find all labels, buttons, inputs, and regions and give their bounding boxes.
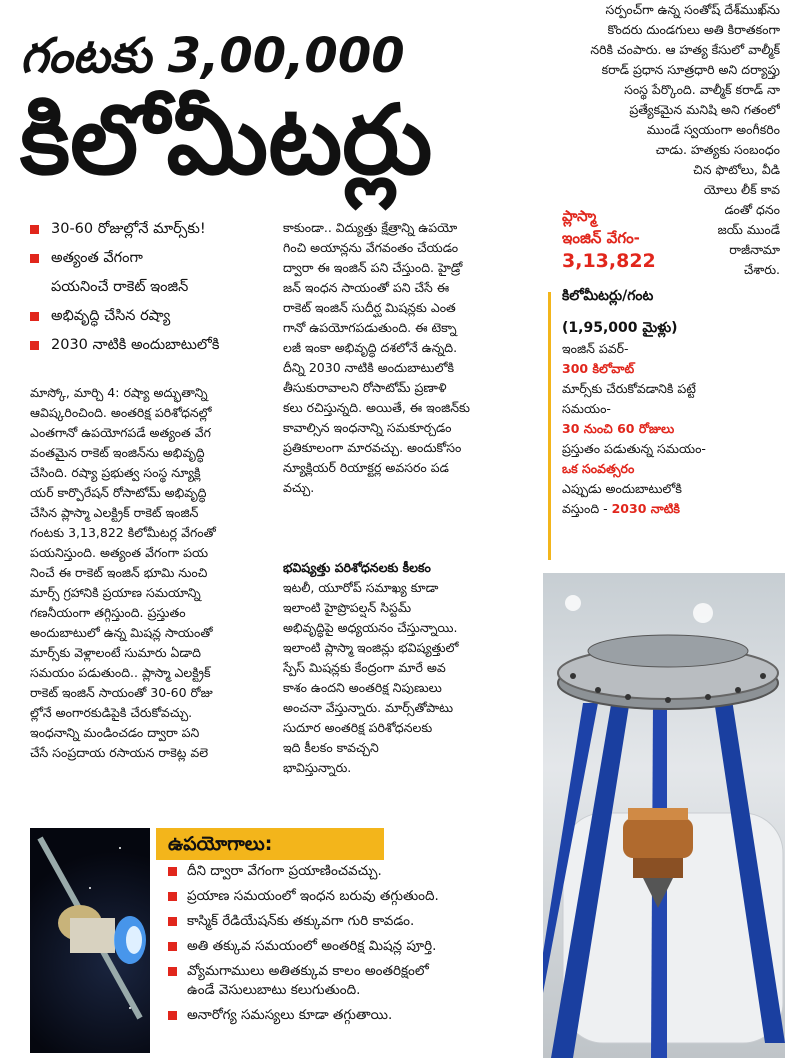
uses-list: [156, 862, 536, 1031]
article-line: ఆవిష్కరించింది. అంతరిక్ష పరిశోధనల్లో: [30, 405, 212, 420]
side-story-line: నరికి చంపారు. ఆ హత్య కేసులో వాల్మీక్: [590, 42, 780, 57]
bullet-marker-icon: [30, 341, 39, 350]
column-3-lines: [283, 578, 543, 778]
article-line: సుదూర అంతరిక్ష పరిశోధనలకు: [283, 720, 433, 735]
highlight-text: 2030 నాటికి అందుబాటులోకి: [51, 337, 220, 353]
use-item: దీని ద్వారా వేగంగా ప్రయాణించవచ్చు.: [156, 862, 536, 881]
speed-value: 3,13,822: [562, 250, 656, 272]
article-line: ఎంతగానో ఉపయోగపడే అత్యంత వేగ: [30, 425, 211, 440]
availability-label-2: వస్తుంది -: [562, 501, 612, 516]
power-label: ఇంజిన్ పవర్-: [562, 341, 629, 356]
article-line: ఇంధనాన్ని మండించడం ద్వారా పని: [30, 725, 200, 740]
availability-value: 2030 నాటికి: [611, 501, 680, 516]
article-line: కాకుండా.. విద్యుత్తు క్షేత్రాన్ని ఉపయో: [283, 220, 458, 235]
article-line: చేసే సంప్రదాయ రసాయన రాకెట్ల వలె: [30, 745, 209, 760]
article-line: తీసుకురావాలని రోసాటోమ్ ప్రణాళి: [283, 380, 447, 395]
article-line: నించే ఈ రాకెట్ ఇంజిన్ భూమి నుంచి: [30, 565, 208, 580]
use-item: కాస్మిక్ రేడియేషన్‌కు తక్కువగా గురి కావడం.: [156, 912, 536, 931]
article-line: దీన్ని 2030 నాటికి అందుబాటులోకి: [283, 360, 455, 375]
side-story-line: సర్పంచ్‌గా ఉన్న సంతోష్ దేశ్‌ముఖ్‌ను: [605, 2, 780, 17]
article-line: మార్స్ గ్రహానికి ప్రయాణ సమయాన్ని: [30, 585, 201, 600]
side-story-line: రాజీనామా: [729, 242, 780, 257]
article-line: న్యూక్లియర్ రియాక్టర్ల అవసరం పడ: [283, 460, 449, 475]
highlight-item: [30, 215, 285, 244]
article-line: పయనిస్తుంది. అత్యంత వేగంగా పయ: [30, 545, 209, 560]
highlight-item: [30, 302, 285, 331]
bullet-marker-icon: [30, 312, 39, 321]
side-story-line: జయ్ ముండే: [717, 222, 780, 237]
highlight-item: [30, 244, 285, 273]
side-story-line: చాడు. హత్యకు సంబంధం: [655, 142, 780, 157]
article-line: వచ్చు.: [283, 480, 315, 495]
article-line: ల్లోనే అంగారకుడిపైకి చేరుకోవచ్చు.: [30, 705, 193, 720]
side-story-line: చేశారు.: [743, 262, 780, 277]
side-story-line: ప్రత్యేకమైన మనిషి అని గతంలో: [629, 102, 780, 117]
article-line: చేసిన ప్లాస్మా ఎలక్ట్రిక్ రాకెట్ ఇంజిన్: [30, 505, 199, 520]
article-line: ఇటలీ, యూరోప్ సమాఖ్య కూడా: [283, 580, 439, 595]
use-item: వ్యోమగాములు అతితక్కువ కాలం అంతరిక్షంలో ఉండే వెసులుబాటు కలుగుతుంది.: [156, 962, 536, 1000]
uses-title: ఉపయోగాలు:: [156, 828, 384, 860]
highlight-text: అభివృద్ధి చేసిన రష్యా: [51, 308, 171, 324]
highlight-item: [30, 331, 285, 360]
article-line: ఇలాంటి హైప్రొపల్షన్ సిస్టమ్: [283, 600, 412, 615]
article-line: రాకెట్ ఇంజిన్ సాయంతో 30-60 రోజు: [30, 685, 213, 700]
current-label: ప్రస్తుతం పడుతున్న సమయం-: [562, 441, 706, 456]
side-story-line: కరాడ్ ప్రధాన సూత్రధారి అని దర్యాప్తు: [601, 62, 780, 77]
article-line: జన్ ఇంధన సాయంతో పని చేసే ఈ: [283, 280, 450, 295]
power-value: 300 కిలోవాట్: [562, 361, 635, 376]
subhead-future-research: భవిష్యత్తు పరిశోధనలకు కీలకం: [283, 560, 431, 575]
article-line: భావిస్తున్నారు.: [283, 760, 352, 775]
side-story-line: కొందరు దుండగులు అతి కిరాతకంగా: [607, 22, 780, 37]
speed-miles: (1,95,000 మైళ్లు): [562, 320, 678, 336]
article-line: యర్ కార్పొరేషన్ రోసాటోమ్ అభివృద్ధి: [30, 485, 207, 500]
current-value: ఒక సంవత్సరం: [562, 461, 635, 476]
article-line: గణనీయంగా తగ్గిస్తుంది. ప్రస్తుతం: [30, 605, 186, 620]
article-line: ప్రతికూలంగా మారవచ్చు. అందుకోసం: [283, 440, 462, 455]
availability-label: ఎప్పుడు అందుబాటులోకి: [562, 481, 682, 496]
article-line: అంచనా వేస్తున్నారు. మార్స్‌తోపాటు: [283, 700, 454, 715]
bullet-marker-icon: [30, 254, 39, 263]
highlight-text: 30-60 రోజుల్లోనే మార్స్‌కు!: [51, 221, 206, 237]
time-label-2: సమయం-: [562, 401, 611, 416]
article-line: గంటకు 3,13,822 కిలోమీటర్ల వేగంతో: [30, 525, 216, 540]
highlights-list: [30, 215, 285, 360]
use-item: అతి తక్కువ సమయంలో అంతరిక్ష మిషన్ల పూర్తి.: [156, 937, 536, 956]
side-story-line: చిన ఫొటోలు, వీడి: [693, 162, 780, 177]
article-column-2: [283, 218, 543, 498]
speed-unit: కిలోమీటర్లు/గంట: [562, 288, 654, 304]
article-line: కాశం ఉందని అంతరిక్ష నిపుణులు: [283, 680, 442, 695]
use-item: ప్రయాణ సమయంలో ఇంధన బరువు తగ్గుతుంది.: [156, 887, 536, 906]
article-line: ద్వారా ఈ ఇంజిన్ పని చేస్తుంది. హైడ్రో: [283, 260, 463, 275]
article-line: గానో ఉపయోగపడుతుంది. ఈ టెక్నా: [283, 320, 457, 335]
article-line: సమయం పడుతుంది.. ప్లాస్మా ఎలక్ట్రిక్: [30, 665, 211, 680]
speed-title-1: ప్లాస్మా: [562, 207, 597, 225]
headline-line-2: కిలోమీటర్లు: [20, 84, 433, 196]
article-line: వంతమైన రాకెట్ ఇంజిన్‌ను అభివృద్ధి: [30, 445, 205, 460]
side-story-line: యోలు లీక్ కావ: [703, 182, 780, 197]
spacecraft-illustration: [30, 828, 150, 1053]
article-line: ఇలాంటి ప్లాస్మా ఇంజిన్లు భవిష్యత్తులో: [283, 640, 459, 655]
highlight-text: అత్యంత వేగంగా: [51, 250, 143, 266]
time-value: 30 నుంచి 60 రోజులు: [562, 421, 675, 436]
side-story-line: డంతో ధనం: [724, 202, 780, 217]
article-line: అందుబాటులో ఉన్న మిషన్ల సాయంతో: [30, 625, 213, 640]
article-column-1: [30, 383, 285, 763]
article-line: మాస్కో, మార్చి 4: రష్యా అద్భుతాన్ని: [30, 385, 208, 400]
availability-line: [548, 499, 723, 519]
article-line: ఇది కీలకం కావచ్చని: [283, 740, 379, 755]
article-line: స్పేస్ మిషన్లకు కేంద్రంగా మారే అవ: [283, 660, 446, 675]
article-line: రాకెట్ ఇంజిన్ సుదీర్ఘ మిషన్లకు ఎంత: [283, 300, 456, 315]
highlight-text: పయనించే రాకెట్ ఇంజిన్: [51, 279, 189, 295]
article-line: కావాల్సిన ఇంధనాన్ని సమకూర్చడం: [283, 420, 452, 435]
article-column-3: [283, 558, 543, 778]
article-line: మార్స్‌కు వెళ్లాలంటే సుమారు ఏడాది: [30, 645, 201, 660]
side-story-line: ముండే స్వయంగా అంగీకరిం: [646, 122, 780, 137]
time-label-1: మార్స్‌కు చేరుకోవడానికి పట్టే: [562, 381, 696, 396]
article-line: చేసింది. రష్యా ప్రభుత్వ సంస్థ న్యూక్లి: [30, 465, 201, 480]
plasma-engine-photo: [543, 573, 785, 1058]
highlight-item: [30, 273, 285, 302]
side-story-line: సంస్థ పేర్కొంది. వాల్మీక్ కరాడ్ నా: [624, 82, 780, 97]
speed-title-2: ఇంజిన్ వేగం-: [562, 229, 640, 247]
bullet-marker-icon: [30, 225, 39, 234]
use-item: అనారోగ్య సమస్యలు కూడా తగ్గుతాయి.: [156, 1006, 536, 1025]
article-line: కలు రచిస్తున్నది. అయితే, ఈ ఇంజిన్‌కు: [283, 400, 470, 415]
headline-line-1: గంటకు 3,00,000: [20, 28, 405, 84]
article-line: లజీ ఇంకా అభివృద్ధి దశలోనే ఉన్నది.: [283, 340, 458, 355]
article-line: గించి అయాన్లను వేగవంతం చేయడం: [283, 240, 459, 255]
article-line: అభివృద్ధిపై అధ్యయనం చేస్తున్నాయి.: [283, 620, 458, 635]
speed-info-box: [548, 205, 723, 519]
